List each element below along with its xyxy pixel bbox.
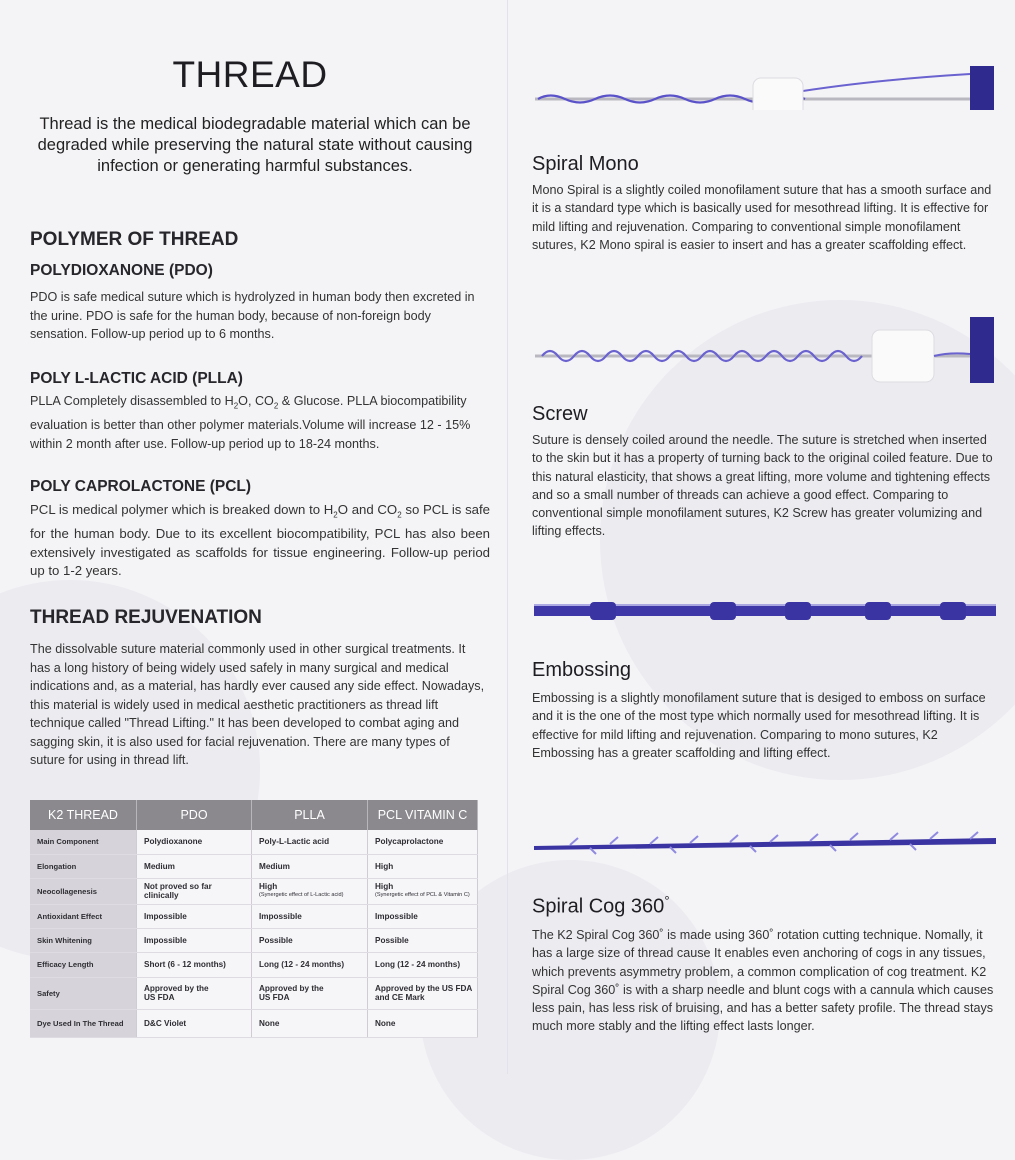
- rejuvenation-heading: THREAD REJUVENATION: [30, 607, 262, 628]
- row-label: Skin Whitening: [30, 928, 137, 952]
- coiled-suture: [542, 351, 862, 361]
- table-cell: Medium: [252, 854, 368, 878]
- row-label: Efficacy Length: [30, 952, 137, 977]
- table-cell: Impossible: [368, 904, 478, 928]
- plla-heading: POLY L-LACTIC ACID (PLLA): [30, 370, 243, 387]
- table-header: PCL VITAMIN C: [368, 800, 478, 830]
- table-cell: Polycaprolactone: [368, 830, 478, 854]
- table-row: [30, 928, 478, 952]
- table-cell: Possible: [252, 928, 368, 952]
- table-row: [30, 1009, 478, 1037]
- intro-text: Thread is the medical biodegradable material which can be degraded while preserving the natural state without causing infection or generating harmful substances.: [37, 115, 473, 175]
- suture-body: [534, 838, 996, 850]
- table-cell: None: [252, 1009, 368, 1037]
- pdo-text: PDO is safe medical suture which is hydrolyzed in human body then excreted in the urine. PDO is safe for the human body, because of non-foreign body sensation. Follow-up period up to 6 months.: [30, 290, 475, 341]
- table-cell: High (Synergetic effect of PCL & Vitamin C): [368, 878, 478, 904]
- screw-text: Suture is densely coiled around the needle. The suture is stretched when inserted to the skin but it has a property of turning back to the original coiled feature. Due to this natural elasticity, that shows a great lifting, more volume and tightening effects and so a small number of threads can achieve a good effect. Comparing to conventional simple monofilament sutures, K2 Screw has greater volumizing and lifting effects.: [532, 433, 993, 539]
- table-cell: Long (12 - 24 months): [368, 952, 478, 977]
- table-cell: Poly-L-Lactic acid: [252, 830, 368, 854]
- row-label: Elongation: [30, 854, 137, 878]
- pcl-heading: POLY CAPROLACTONE (PCL): [30, 478, 252, 495]
- table-row: [30, 904, 478, 928]
- suture-tail: [790, 74, 970, 93]
- row-label: Antioxidant Effect: [30, 904, 137, 928]
- needle-hub: [970, 66, 994, 110]
- page-fold: [507, 0, 508, 1074]
- embossing-title: Embossing: [532, 659, 631, 681]
- needle-hub: [970, 317, 994, 383]
- table-row: [30, 878, 478, 904]
- table-row: [30, 830, 478, 854]
- table-row: [30, 977, 478, 1009]
- table-cell: Possible: [368, 928, 478, 952]
- table-cell: Medium: [137, 854, 252, 878]
- emboss-node: [865, 602, 891, 620]
- row-label: Safety: [30, 977, 137, 1009]
- spiral-cog-thread-image: [530, 826, 1000, 856]
- plla-text: PLLA Completely disassembled to $H_2O$, $CO_2$ & Glucose. PLLA biocompatibility evaluation is better than other polymer materials.Volume will increase 12 - 15% within 2 month after use. Follow-up period up to 18-24 months.: [30, 394, 471, 451]
- page-title: THREAD: [172, 54, 328, 95]
- table-header-row: [30, 800, 478, 830]
- table-cell: Impossible: [252, 904, 368, 928]
- polymer-heading: POLYMER OF THREAD: [30, 229, 239, 250]
- spiral-mono-thread-image: [530, 62, 1000, 110]
- table-cell: Polydioxanone: [137, 830, 252, 854]
- table-row: [30, 854, 478, 878]
- screw-title: Screw: [532, 403, 588, 425]
- emboss-node: [940, 602, 966, 620]
- table-cell: Approved by the US FDA and CE Mark: [368, 977, 478, 1009]
- table-row: [30, 952, 478, 977]
- table-cell: None: [368, 1009, 478, 1037]
- table-header: PLLA: [252, 800, 368, 830]
- cotton-holder: [753, 78, 803, 110]
- table-cell: Approved by the US FDA: [137, 977, 252, 1009]
- table-cell: Approved by the US FDA: [252, 977, 368, 1009]
- embossing-text: Embossing is a slightly monofilament suture that is desiged to emboss on surface and it is the one of the most type which normally used for mesothread lifting. It is effective for mild lifting and rejuvenation. Comparing to mono sutures, K2 Embossing has a greater scaffolding and lifting effect.: [532, 691, 986, 760]
- k2-thread-comparison-table: [30, 800, 478, 1038]
- row-label: Main Component: [30, 830, 137, 854]
- screw-thread-image: [530, 316, 1000, 386]
- table-cell: High (Synergetic effect of L-Lactic acid): [252, 878, 368, 904]
- table-cell: Long (12 - 24 months): [252, 952, 368, 977]
- emboss-node: [590, 602, 616, 620]
- spiral-cog-text: The K2 Spiral Cog 360˚ is made using 360˚ rotation cutting technique. Nomally, it has a large size of thread cause It enables even anchoring of cogs in any tissues, which prevents asymmetry problem, a common complication of cog treatment. K2 Spiral Cog 360˚ is with a sharp needle and blunt cogs with a cannula which causes less pain, has less risk of bruising, and has a better safety profile. The thread stays much more stably and the lifting effect lasts longer.: [532, 928, 994, 1034]
- emboss-node: [710, 602, 736, 620]
- embossing-thread-image: [530, 596, 1000, 626]
- spiral-mono-title: Spiral Mono: [532, 153, 639, 175]
- table-cell: Impossible: [137, 928, 252, 952]
- table-cell: High: [368, 854, 478, 878]
- table-header: PDO: [137, 800, 252, 830]
- row-label: Dye Used In The Thread: [30, 1009, 137, 1037]
- table-cell: Not proved so far clinically: [137, 878, 252, 904]
- table-header: K2 THREAD: [30, 800, 137, 830]
- rejuvenation-text: The dissolvable suture material commonly used in other surgical treatments. It has a long history of being widely used safely in many surgical and medical indications and, as a material, has hardly ever caused any side effect. Nowadays, this material is widely used in medical aesthetic practitioners as thread lift technique called "Thread Lifting." It has been developed to combat aging and sagging skin, it is also used for facial rejuvenation. There are many types of suture for using in thread lift.: [30, 642, 485, 767]
- emboss-node: [785, 602, 811, 620]
- table-cell: Impossible: [137, 904, 252, 928]
- pdo-heading: POLYDIOXANONE (PDO): [30, 262, 213, 279]
- table-cell: Short (6 - 12 months): [137, 952, 252, 977]
- spiral-cog-title: Spiral Cog 360°: [532, 893, 670, 918]
- row-label: Neocollagenesis: [30, 878, 137, 904]
- cotton-holder: [872, 330, 934, 382]
- table-cell: D&C Violet: [137, 1009, 252, 1037]
- spiral-mono-text: Mono Spiral is a slightly coiled monofilament suture that has a smooth surface and it is a standard type which is basically used for mesothread lifting. It is effective for mild lifting and rejuvenation. Comparing to conventional simple monofilament sutures, K2 Mono spiral is easier to insert and has a greater scaffolding effect.: [532, 183, 992, 252]
- pcl-text: PCL is medical polymer which is breaked down to $H_2O$ and $CO_2$ so PCL is safe for the human body. Due to its excellent biocompatibility, PCL has also been extensively investigated as scaffolds for tissue engineering. Follow-up period up to 1-2 years.: [30, 502, 491, 579]
